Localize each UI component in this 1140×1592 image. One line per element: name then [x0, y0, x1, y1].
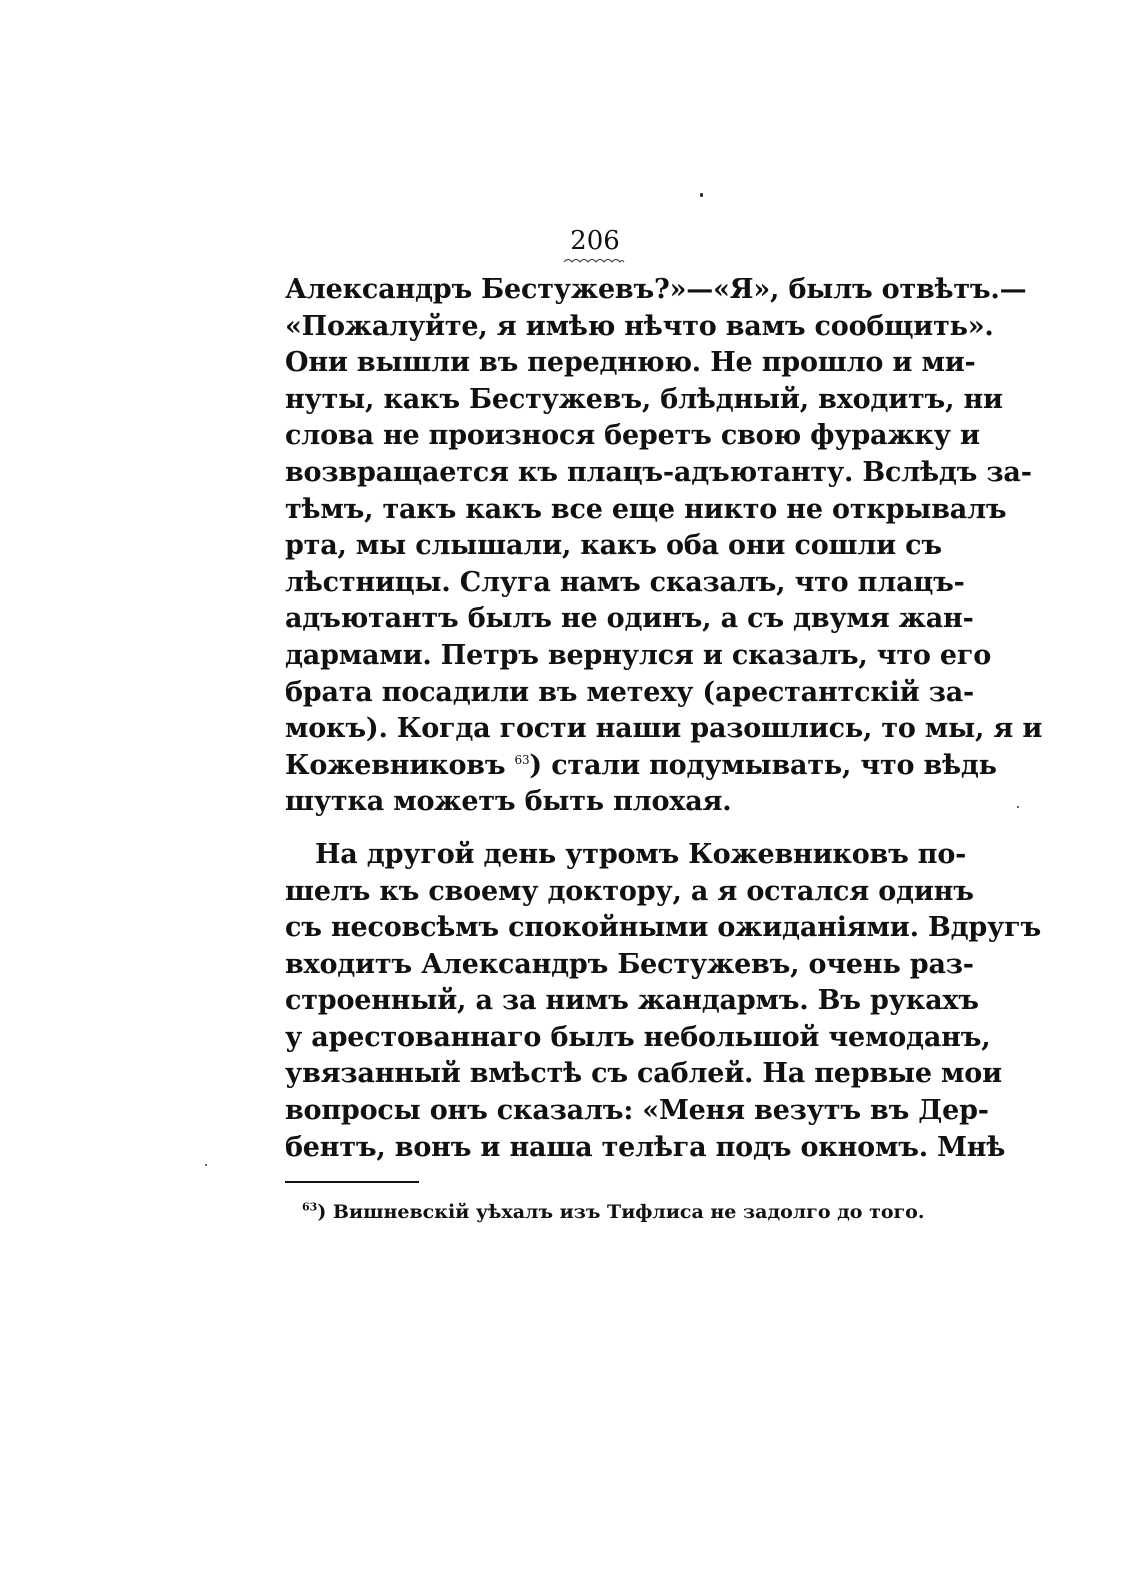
body-text	[285, 272, 1043, 1166]
footnote	[302, 1199, 925, 1225]
footnote-reference: 63	[514, 752, 530, 767]
text-line: слова не произнося беретъ свою фуражку и	[285, 420, 980, 452]
footnote-text: ) Вишневскій уѣхалъ изъ Тифлиса не задолго до того.	[317, 1201, 925, 1223]
text-line: На другой день утромъ Кожевниковъ по-	[315, 838, 967, 870]
text-line: дармами. Петръ вернулся и сказалъ, что его	[285, 639, 992, 671]
text-line: мокъ). Когда гости наши разошлись, то мы, я и	[285, 713, 1043, 745]
text-line: строенный, а за нимъ жандармъ. Въ рукахъ	[285, 985, 979, 1017]
footnote-marker: 63	[302, 1200, 318, 1214]
page-number: 206	[570, 226, 620, 256]
text-line: съ несовсѣмъ спокойными ожиданіями. Вдругъ	[285, 912, 1042, 944]
ink-speck	[205, 1164, 207, 1166]
ink-speck	[700, 193, 703, 197]
text-line: шелъ къ своему доктору, а я остался одинъ	[285, 875, 974, 907]
footnote-separator	[285, 1181, 419, 1183]
text-line	[285, 748, 997, 785]
text-line: лѣстницы. Слуга намъ сказалъ, что плацъ-	[285, 566, 965, 598]
text-line: входитъ Александръ Бестужевъ, очень раз-	[285, 948, 974, 980]
text-line: шутка можетъ быть плохая.	[285, 786, 732, 818]
paragraph	[285, 272, 1043, 821]
text-line: у арестованнаго былъ небольшой чемоданъ,	[285, 1021, 991, 1053]
text-line: Они вышли въ переднюю. Не прошло и ми-	[285, 347, 976, 379]
text-fragment: Кожевниковъ	[285, 749, 506, 781]
text-fragment: ) стали подумывать, что вѣдь	[529, 749, 997, 781]
page-number-ornament	[562, 256, 626, 266]
text-line: Александръ Бестужевъ?»—«Я», былъ отвѣтъ.—	[285, 274, 1027, 305]
text-line: рта, мы слышали, какъ оба они сошли съ	[285, 530, 942, 562]
text-line: брата посадили въ метеху (арестантскій за-	[285, 676, 975, 708]
paragraph	[285, 837, 1042, 1166]
text-line: возвращается къ плацъ-адъютанту. Вслѣдъ за-	[285, 456, 1032, 488]
text-line: тѣмъ, такъ какъ все еще никто не открывалъ	[285, 493, 1007, 525]
text-line: бентъ, вонъ и наша телѣга подъ окномъ. Мнѣ	[285, 1131, 1006, 1163]
text-line: «Пожалуйте, я имѣю нѣчто вамъ сообщить».	[285, 310, 994, 342]
text-line: вопросы онъ сказалъ: «Меня везутъ въ Дер-	[285, 1095, 989, 1127]
text-line: увязанный вмѣстѣ съ саблей. На первые мои	[285, 1058, 1002, 1090]
text-line: адъютантъ былъ не одинъ, а съ двумя жан-	[285, 603, 974, 635]
ink-speck	[1017, 806, 1019, 808]
text-line: нуты, какъ Бестужевъ, блѣдный, входитъ, ни	[285, 383, 1003, 415]
